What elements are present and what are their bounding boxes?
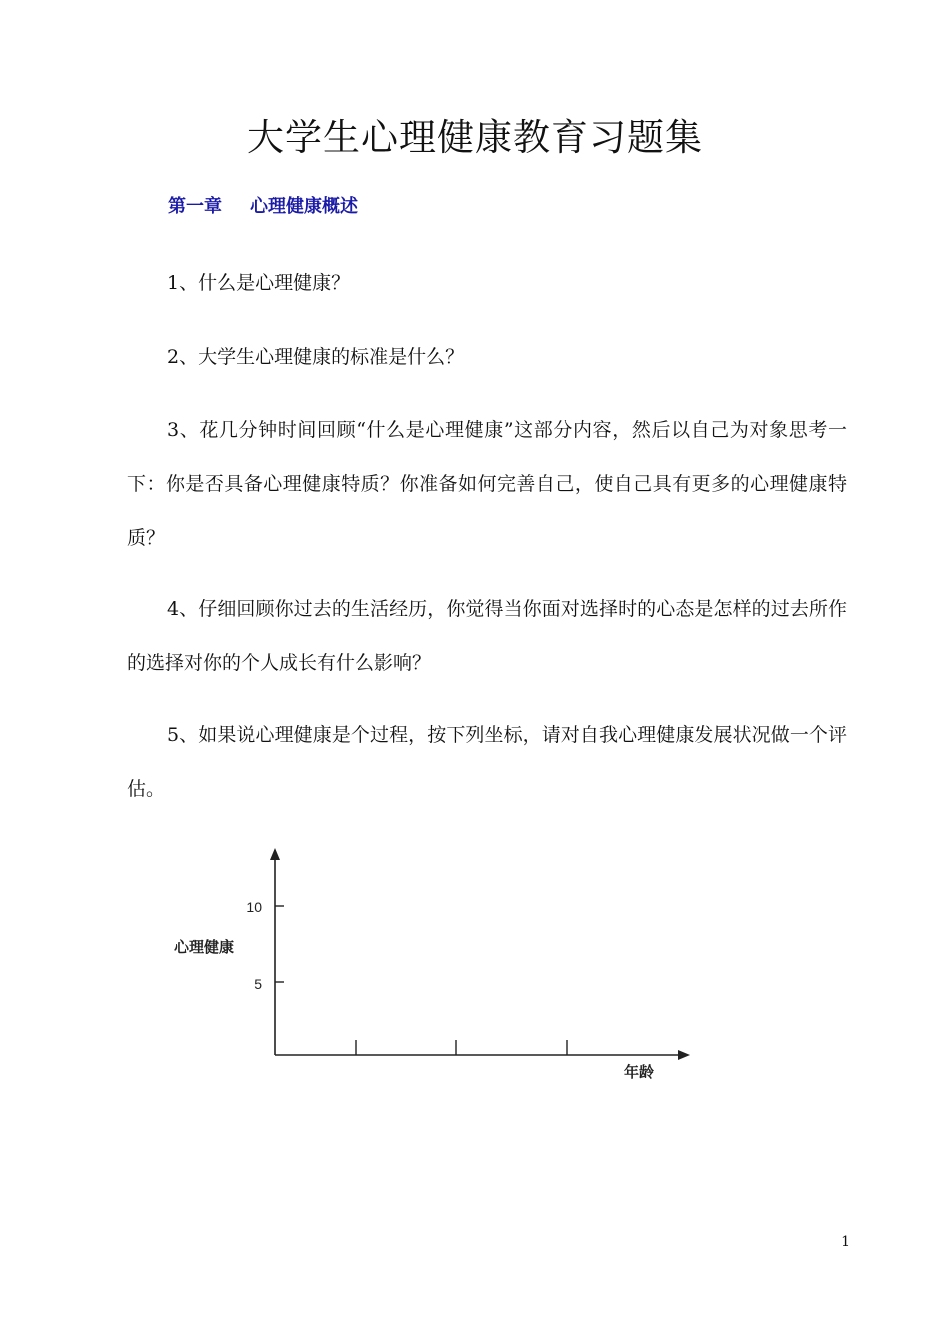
x-axis-label: 年龄: [624, 1063, 655, 1081]
question-4: 4、仔细回顾你过去的生活经历，你觉得当你面对选择时的心态是怎样的过去所作的选择对你的个人成长有什么影响？: [127, 598, 847, 674]
self-assessment-chart: [160, 840, 700, 1090]
y-tick-label-5: 5: [254, 976, 262, 992]
page-title: 大学生心理健康教育习题集: [247, 116, 703, 159]
y-axis-arrow: [270, 848, 280, 860]
y-tick-label-10: 10: [246, 899, 262, 915]
page-number: 1: [841, 1234, 850, 1250]
chapter-heading: [168, 192, 358, 222]
x-axis-arrow: [678, 1050, 690, 1060]
chapter-name: 心理健康概述: [250, 196, 358, 217]
chapter-number: 第一章: [168, 196, 222, 217]
question-2: 2、大学生心理健康的标准是什么？: [167, 346, 465, 368]
question-1: 1、什么是心理健康？: [167, 272, 351, 294]
question-5: 5、如果说心理健康是个过程，按下列坐标，请对自我心理健康发展状况做一个评估。: [127, 724, 847, 800]
question-3: 3、花几分钟时间回顾“什么是心理健康”这部分内容，然后以自己为对象思考一下：你是否具备心理健康特质？你准备如何完善自己，使自己具有更多的心理健康特质？: [127, 419, 847, 549]
y-axis-label: 心理健康: [174, 938, 235, 956]
